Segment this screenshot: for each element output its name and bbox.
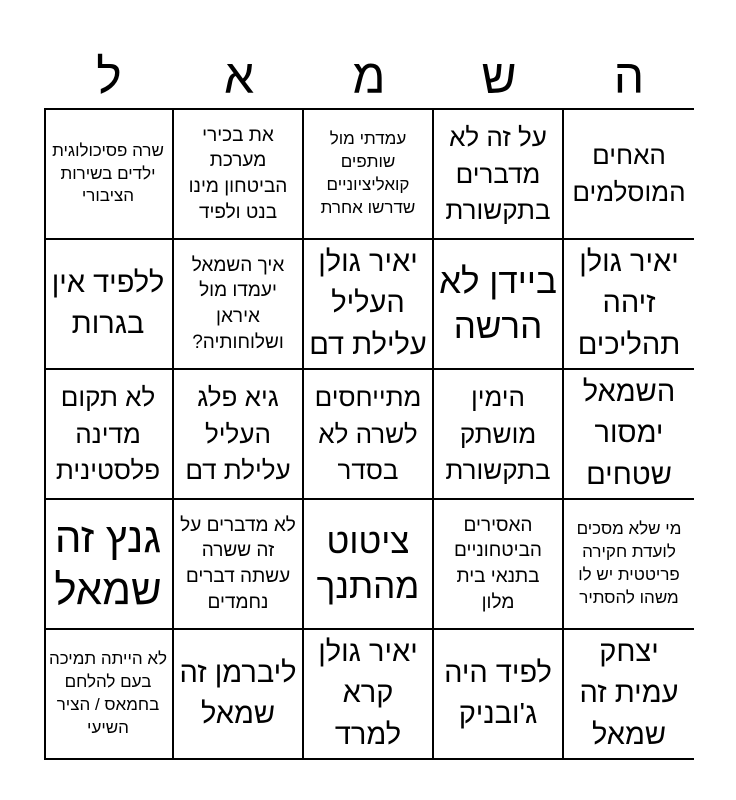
bingo-board	[44, 108, 694, 758]
header-letter: ל	[96, 51, 122, 104]
bingo-cell[interactable]: ציטוט מהתנך	[304, 500, 434, 630]
bingo-cell[interactable]: הימין מושתק בתקשורת	[434, 370, 564, 500]
header-letter: ש	[481, 51, 517, 104]
bingo-cell[interactable]: לפיד היה ג'ובניק	[434, 630, 564, 760]
bingo-cell[interactable]: יצחק עמית זה שמאל	[564, 630, 694, 760]
bingo-cell[interactable]: לא מדברים על זה ששרה עשתה דברים נחמדים	[174, 500, 304, 630]
bingo-cell[interactable]: שרה פסיכולוגית ילדים בשירות הציבורי	[44, 110, 174, 240]
bingo-cell[interactable]: מי שלא מסכים לועדת חקירה פריטטית יש לו משהו להסתיר	[564, 500, 694, 630]
bingo-cell[interactable]: ליברמן זה שמאל	[174, 630, 304, 760]
bingo-cell[interactable]: על זה לא מדברים בתקשורת	[434, 110, 564, 240]
bingo-cell[interactable]: לא הייתה תמיכה בעם להלחם בחמאס / הציר השיעי	[44, 630, 174, 760]
bingo-cell[interactable]: איך השמאל יעמדו מול איראן ושלוחותיה?	[174, 240, 304, 370]
bingo-cell[interactable]: האסירים הביטחוניים בתנאי בית מלון	[434, 500, 564, 630]
bingo-cell[interactable]: יאיר גולן זיהה תהליכים	[564, 240, 694, 370]
header-letter: א	[223, 51, 255, 104]
bingo-cell[interactable]: עמדתי מול שותפים קואליציוניים שדרשו אחרת	[304, 110, 434, 240]
header-letter: ה	[613, 51, 645, 104]
bingo-cell[interactable]: את בכירי מערכת הביטחון מינו בנט ולפיד	[174, 110, 304, 240]
bingo-cell[interactable]: יאיר גולן העליל עלילת דם	[304, 240, 434, 370]
bingo-header	[44, 50, 694, 106]
bingo-cell[interactable]: גנץ זה שמאל	[44, 500, 174, 630]
bingo-cell[interactable]: מתייחסים לשרה לא בסדר	[304, 370, 434, 500]
bingo-cell[interactable]: לא תקום מדינה פלסטינית	[44, 370, 174, 500]
bingo-cell[interactable]: גיא פלג העליל עלילת דם	[174, 370, 304, 500]
bingo-cell[interactable]: יאיר גולן קרא למרד	[304, 630, 434, 760]
bingo-cell[interactable]: ללפיד אין בגרות	[44, 240, 174, 370]
bingo-cell[interactable]: השמאל ימסור שטחים	[564, 370, 694, 500]
bingo-cell[interactable]: האחים המוסלמים	[564, 110, 694, 240]
bingo-cell[interactable]: ביידן לא הרשה	[434, 240, 564, 370]
header-letter: מ	[352, 51, 386, 104]
